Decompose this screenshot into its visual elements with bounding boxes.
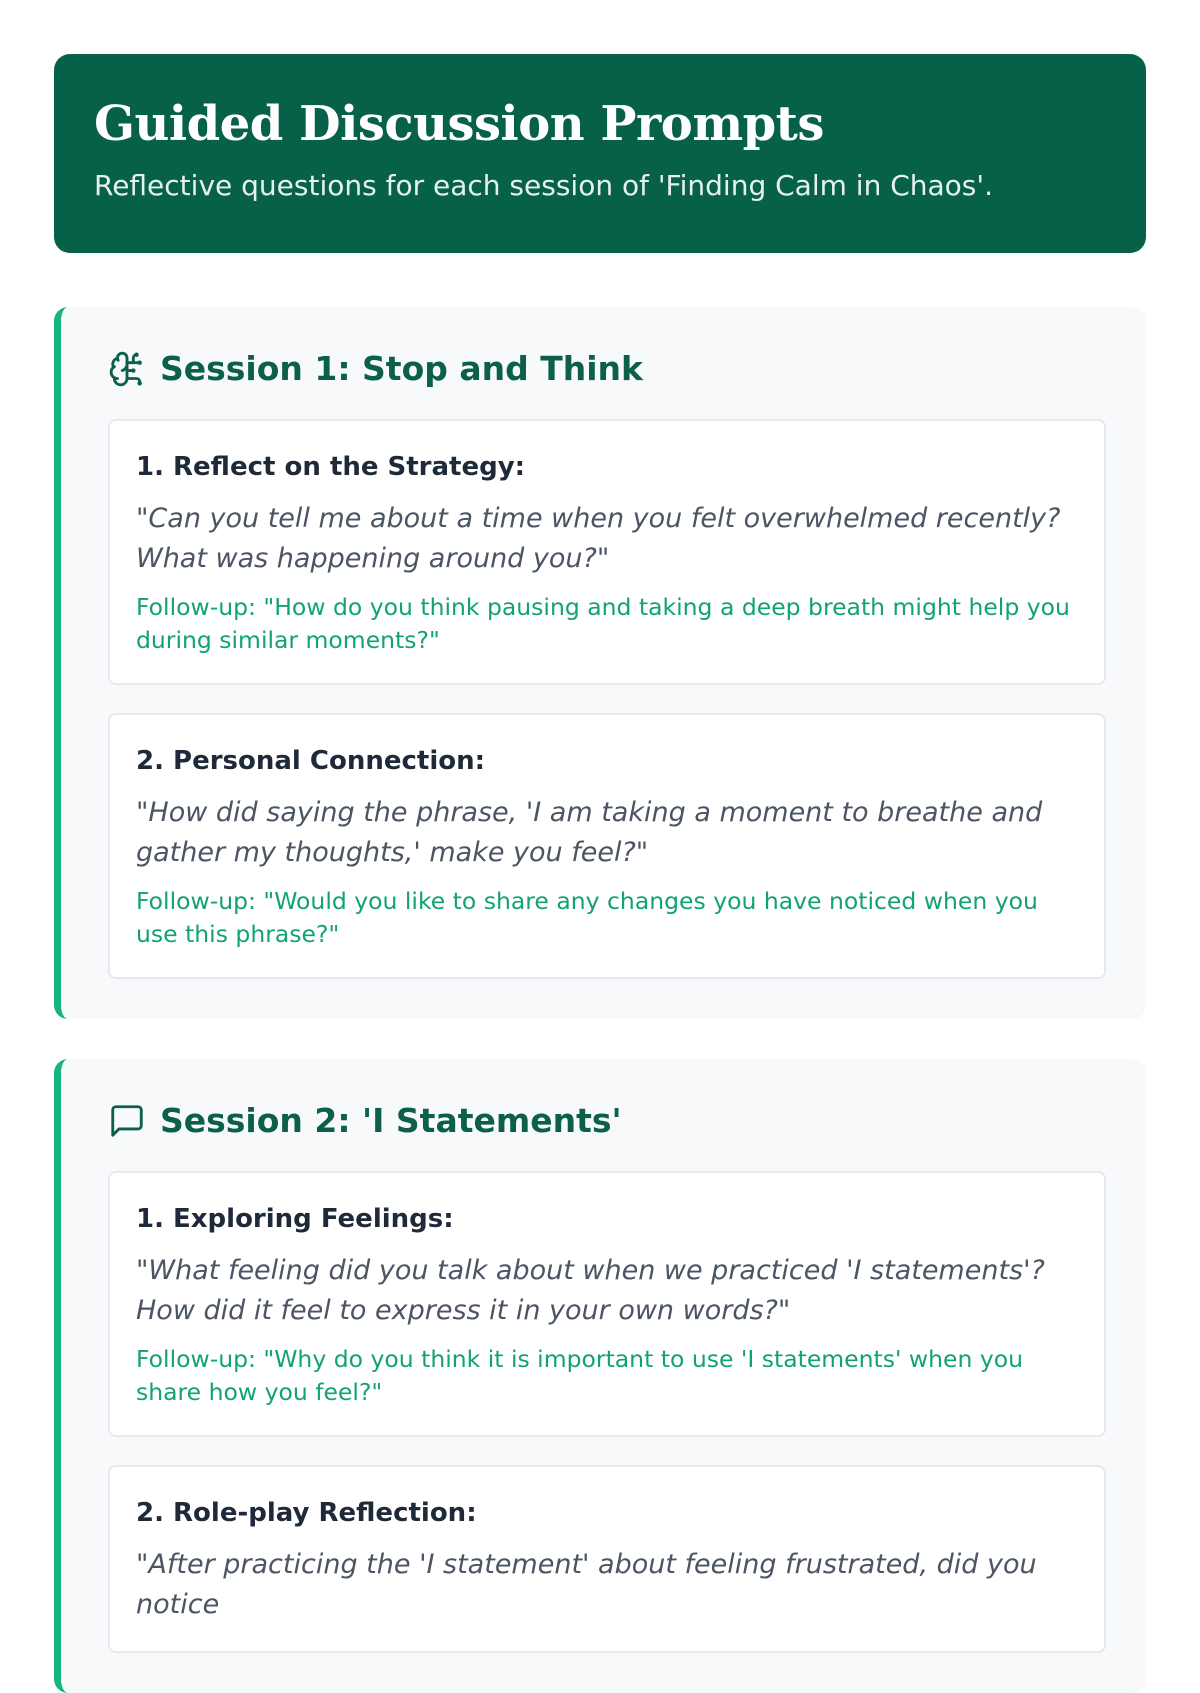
prompt-card xyxy=(108,1465,1106,1653)
speech-bubble-icon xyxy=(108,1102,146,1140)
prompt-followup: Follow-up: "Why do you think it is important to use 'I statements' when you share how you feel?" xyxy=(136,1345,1024,1406)
prompt-question: "How did saying the phrase, 'I am taking a moment to breathe and gather my thoughts,' make you feel?" xyxy=(136,797,1043,868)
session-heading xyxy=(108,347,1106,391)
session-2 xyxy=(54,1059,1146,1693)
prompt-question: "What feeling did you talk about when we practiced 'I statements'? How did it feel to express it in your own words?" xyxy=(136,1255,1045,1326)
prompt-label: 2. Personal Connection: xyxy=(136,746,486,776)
session-title: Session 2: 'I Statements' xyxy=(160,1101,622,1140)
prompt-card xyxy=(108,419,1106,685)
session-1 xyxy=(54,307,1146,1019)
session-title: Session 1: Stop and Think xyxy=(160,349,643,388)
prompt-label: 2. Role-play Reflection: xyxy=(136,1498,477,1528)
page-header xyxy=(54,54,1146,253)
session-heading xyxy=(108,1099,1106,1143)
prompt-followup: Follow-up: "How do you think pausing and taking a deep breath might help you during similar moments?" xyxy=(136,593,1070,654)
prompt-question: "After practicing the 'I statement' about feeling frustrated, did you notice xyxy=(136,1549,1037,1620)
prompt-card xyxy=(108,713,1106,979)
prompt-label: 1. Reflect on the Strategy: xyxy=(136,452,526,482)
prompt-question: "Can you tell me about a time when you felt overwhelmed recently? What was happening around you?" xyxy=(136,503,1061,574)
page xyxy=(54,54,1146,1693)
page-subtitle: Reflective questions for each session of 'Finding Calm in Chaos'. xyxy=(94,169,993,202)
prompt-label: 1. Exploring Feelings: xyxy=(136,1204,454,1234)
prompt-followup: Follow-up: "Would you like to share any changes you have noticed when you use this phrase?" xyxy=(136,887,1038,948)
page-title: Guided Discussion Prompts xyxy=(94,96,824,152)
brain-icon xyxy=(108,350,146,388)
prompt-card xyxy=(108,1171,1106,1437)
